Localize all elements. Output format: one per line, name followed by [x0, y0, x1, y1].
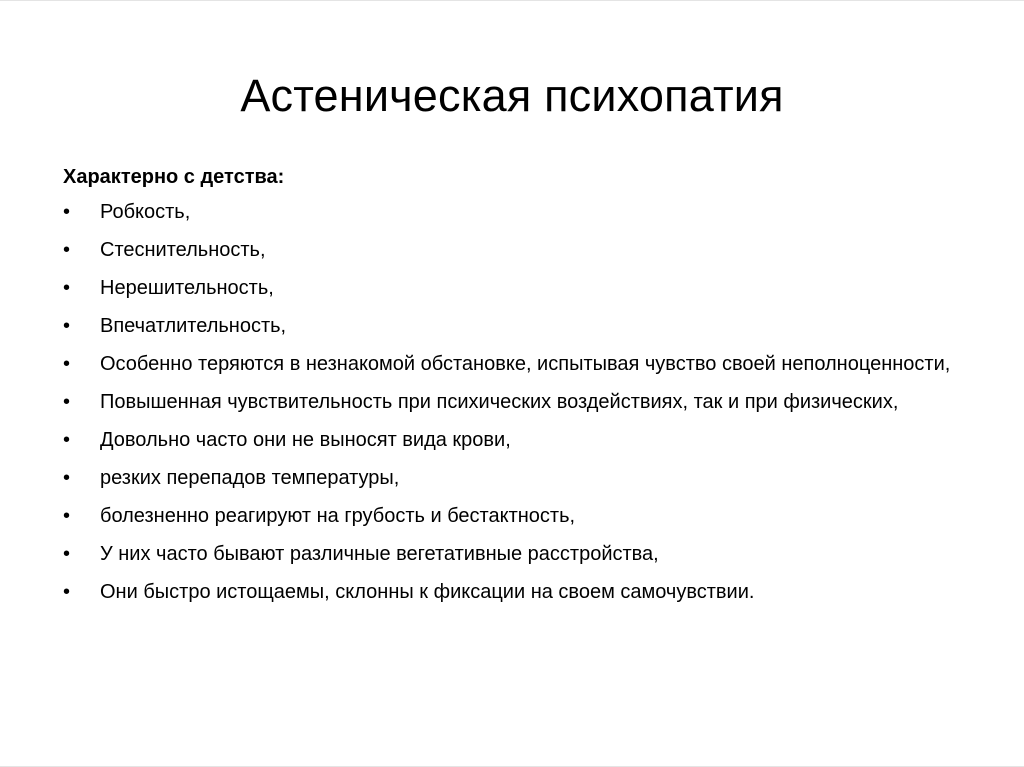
list-item-text: Довольно часто они не выносят вида крови,	[100, 429, 511, 451]
subheading: Характерно с детства:	[63, 166, 285, 188]
list-item-text: У них часто бывают различные вегетативные расстройства,	[100, 543, 659, 565]
slide-top-border	[0, 0, 1024, 1]
list-item-text: Особенно теряются в незнакомой обстановке, испытывая чувство своей неполноценности,	[100, 353, 951, 375]
list-item	[63, 273, 963, 303]
list-item-text: болезненно реагируют на грубость и бестактность,	[100, 505, 576, 527]
bullet-list	[63, 197, 963, 607]
bullet-icon: •	[63, 391, 71, 413]
bullet-icon: •	[63, 543, 71, 565]
list-item	[63, 197, 963, 227]
list-item	[63, 463, 963, 493]
list-item	[63, 425, 963, 455]
list-item-text: Нерешительность,	[100, 277, 274, 299]
list-item-text: Робкость,	[100, 201, 191, 223]
bullet-icon: •	[63, 353, 71, 375]
list-item	[63, 311, 963, 341]
list-item-text: Стеснительность,	[100, 239, 266, 261]
list-item-text: Впечатлительность,	[100, 315, 287, 337]
slide-content	[63, 162, 963, 615]
bullet-icon: •	[63, 239, 71, 261]
bullet-icon: •	[63, 581, 71, 603]
list-item	[63, 387, 963, 417]
bullet-icon: •	[63, 315, 71, 337]
bullet-icon: •	[63, 505, 71, 527]
list-item-text: Повышенная чувствительность при психических воздействиях, так и при физических,	[100, 391, 899, 413]
bullet-icon: •	[63, 201, 71, 223]
list-item	[63, 577, 963, 607]
list-item	[63, 349, 963, 379]
bullet-icon: •	[63, 429, 71, 451]
slide-title: Астеническая психопатия	[240, 70, 784, 121]
bullet-icon: •	[63, 467, 71, 489]
list-item	[63, 235, 963, 265]
bullet-icon: •	[63, 277, 71, 299]
list-item	[63, 501, 963, 531]
list-item	[63, 539, 963, 569]
list-item-text: резких перепадов температуры,	[100, 467, 400, 489]
list-item-text: Они быстро истощаемы, склонны к фиксации на своем самочувствии.	[100, 581, 755, 603]
